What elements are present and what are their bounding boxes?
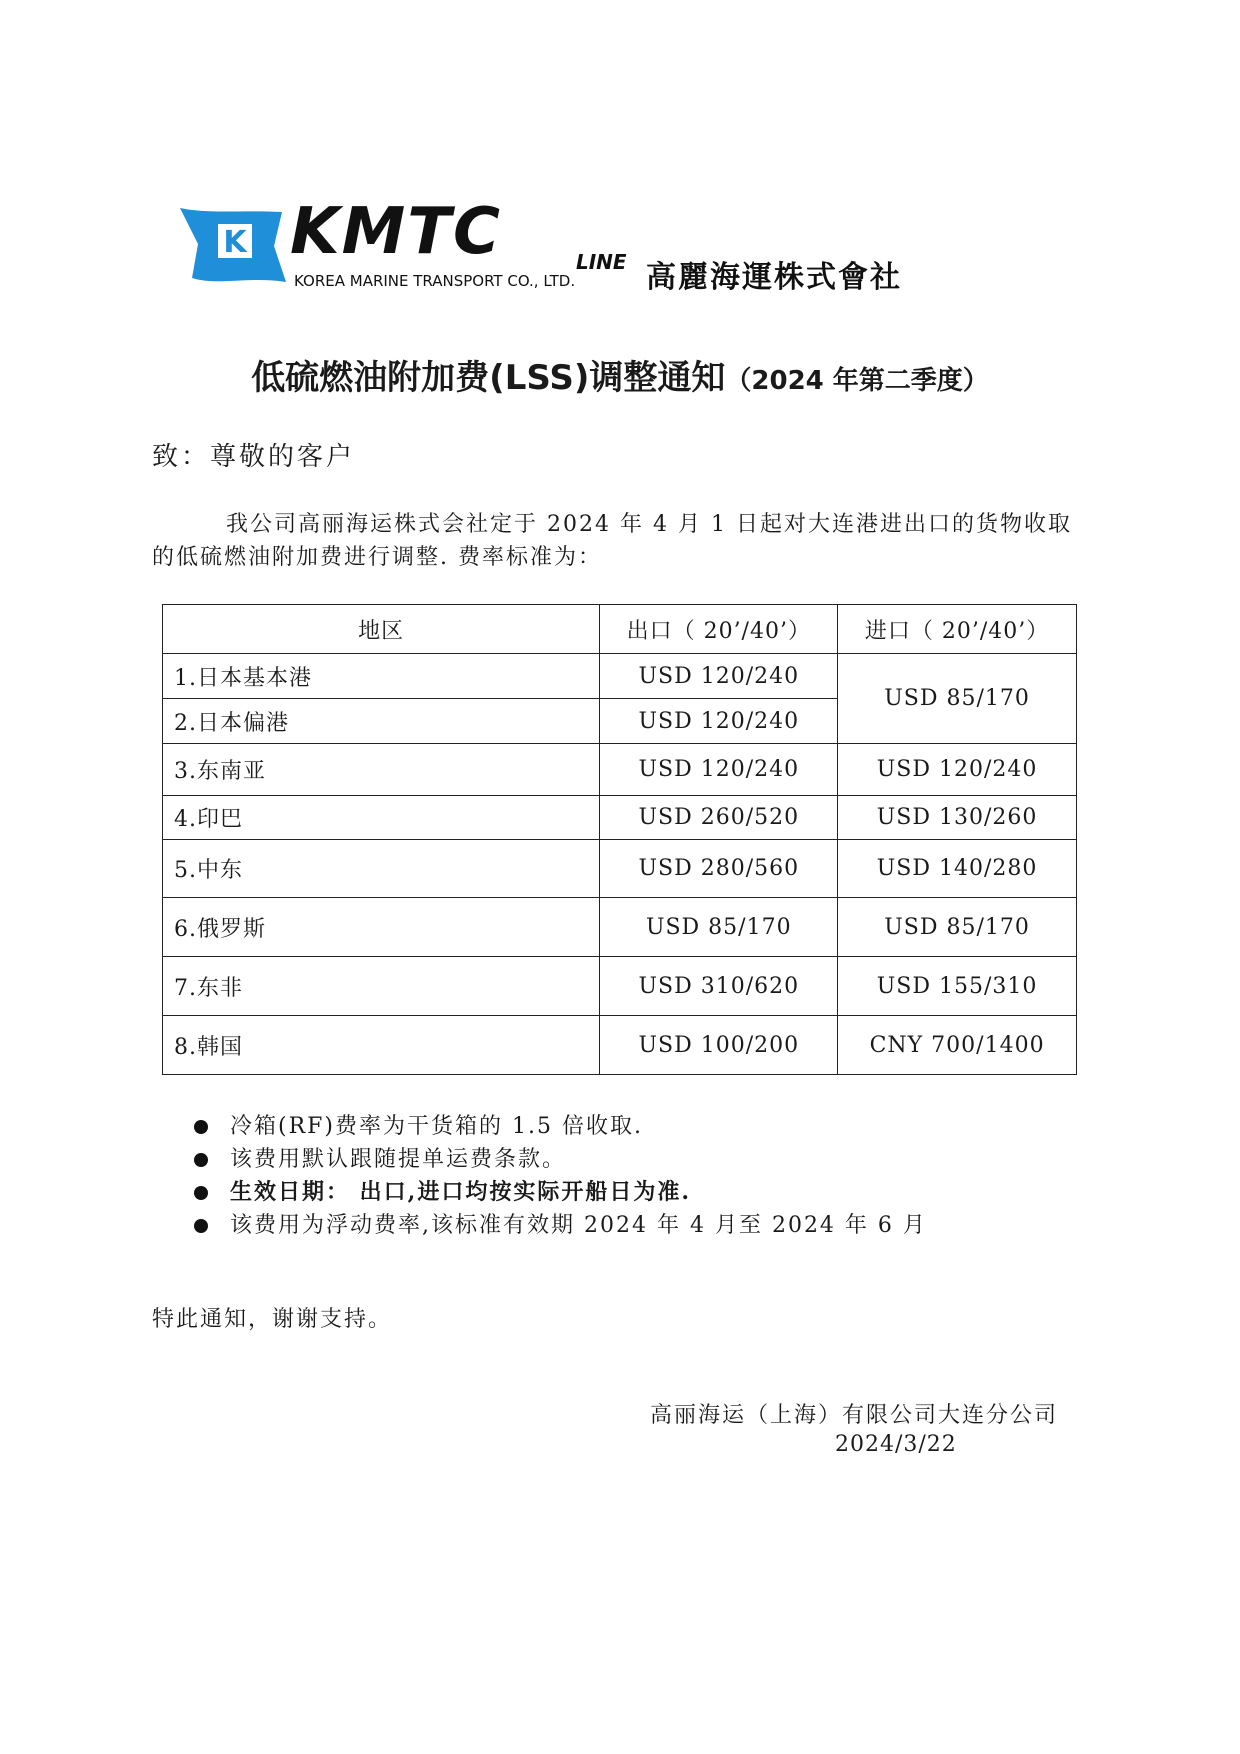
table-row (163, 654, 1077, 699)
import-cell: USD 130/260 (838, 796, 1077, 840)
bullet-icon (194, 1219, 208, 1233)
table-row (163, 796, 1077, 840)
table-row (163, 898, 1077, 957)
header-export: 出口（ 20’/40’） (600, 605, 838, 654)
logo-line-text: LINE (576, 250, 627, 274)
import-cell: USD 85/170 (838, 898, 1077, 957)
logo-subtitle: KOREA MARINE TRANSPORT CO., LTD. (294, 272, 576, 290)
export-cell: USD 120/240 (600, 654, 838, 699)
region-cell: 5.中东 (163, 840, 600, 898)
signature-company: 高丽海运（上海）有限公司大连分公司 (650, 1403, 1059, 1428)
import-cell: USD 120/240 (838, 744, 1077, 796)
rate-table (162, 604, 1077, 1075)
intro-paragraph: 我公司高丽海运株式会社定于 2024 年 4 月 1 日起对大连港进出口的货物收取的低硫燃油附加费进行调整. 费率标准为： (152, 512, 1072, 570)
table-row (163, 957, 1077, 1016)
import-cell: CNY 700/1400 (838, 1016, 1077, 1075)
import-cell: USD 85/170 (838, 654, 1077, 744)
export-cell: USD 85/170 (600, 898, 838, 957)
table-header-row (163, 605, 1077, 654)
logo-brand: KMTC (290, 195, 502, 269)
logo-cjk-name: 高麗海運株式會社 (646, 260, 902, 295)
region-cell: 4.印巴 (163, 796, 600, 840)
export-cell: USD 100/200 (600, 1016, 838, 1075)
note-text: 生效日期： 出口,进口均按实际开船日为准. (230, 1179, 691, 1205)
list-item (190, 1143, 927, 1176)
table-row (163, 840, 1077, 898)
title-sub: （2024 年第二季度） (725, 366, 989, 396)
company-logo (178, 195, 968, 296)
header-region: 地区 (163, 605, 600, 654)
export-cell: USD 120/240 (600, 744, 838, 796)
region-cell: 3.东南亚 (163, 744, 600, 796)
list-item (190, 1176, 927, 1209)
region-cell: 7.东非 (163, 957, 600, 1016)
list-item (190, 1110, 927, 1143)
bullet-icon (194, 1153, 208, 1167)
export-cell: USD 310/620 (600, 957, 838, 1016)
table-row (163, 744, 1077, 796)
region-cell: 8.韩国 (163, 1016, 600, 1075)
signature-date: 2024/3/22 (835, 1432, 957, 1457)
export-cell: USD 280/560 (600, 840, 838, 898)
salutation: 致：尊敬的客户 (152, 442, 356, 472)
notes-list (190, 1110, 927, 1242)
region-cell: 2.日本偏港 (163, 699, 600, 744)
notice-title (0, 350, 1240, 399)
note-text: 冷箱(RF)费率为干货箱的 1.5 倍收取. (230, 1114, 643, 1139)
export-cell: USD 120/240 (600, 699, 838, 744)
list-item (190, 1209, 927, 1242)
table-row (163, 1016, 1077, 1075)
bullet-icon (194, 1186, 208, 1200)
bullet-icon (194, 1120, 208, 1134)
flag-logo-icon (178, 206, 288, 286)
import-cell: USD 140/280 (838, 840, 1077, 898)
region-cell: 6.俄罗斯 (163, 898, 600, 957)
title-main: 低硫燃油附加费(LSS)调整通知 (251, 358, 726, 398)
note-text: 该费用为浮动费率,该标准有效期 2024 年 4 月至 2024 年 6 月 (230, 1213, 927, 1238)
export-cell: USD 260/520 (600, 796, 838, 840)
note-text: 该费用默认跟随提单运费条款。 (230, 1147, 567, 1172)
region-cell: 1.日本基本港 (163, 654, 600, 699)
flag-letter: K (223, 225, 247, 260)
closing-text: 特此通知，谢谢支持。 (152, 1307, 393, 1332)
import-cell: USD 155/310 (838, 957, 1077, 1016)
header-import: 进口（ 20’/40’） (838, 605, 1077, 654)
